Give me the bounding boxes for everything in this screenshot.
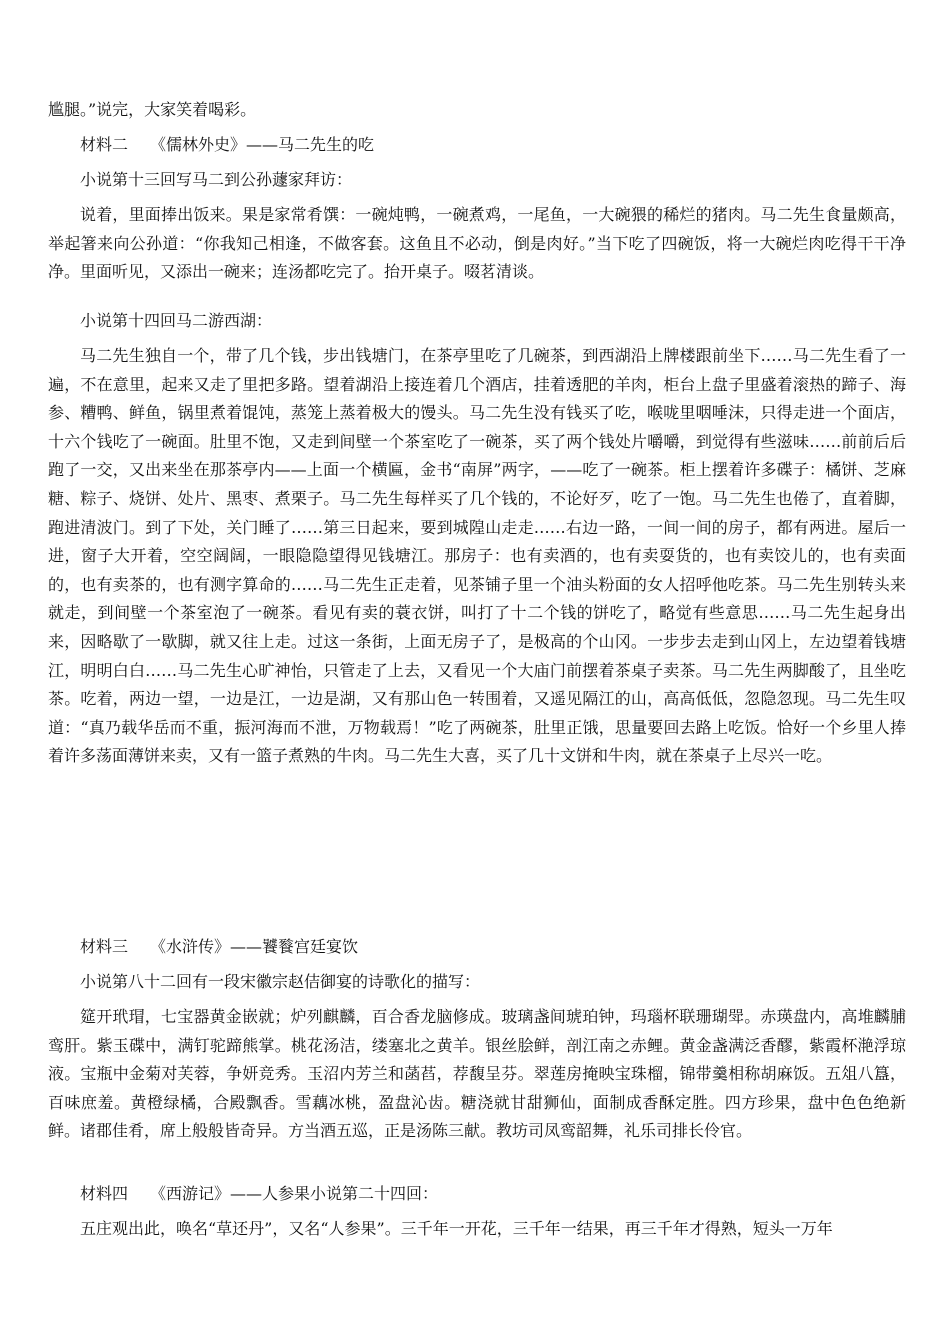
material-2-heading: [80, 131, 906, 160]
paragraph-chapter-82-text: 筵开玳瑁，七宝器黄金嵌就；炉列麒麟，百合香龙脑修成。玻璃盏间琥珀钟，玛瑙杯联珊瑚斝。赤瑛盘内，高堆麟脯鸾肝。紫玉碟中，满钉驼蹄熊掌。桃花汤洁，缕塞北之黄羊。银丝脍鲜，剖江南之赤鲤。黄金盏满泛香醪，紫霞杯滟浮琼液。宝瓶中金菊对芙蓉，争妍竞秀。玉沼内芳兰和菡萏，荐馥呈芬。翠莲房掩映宝珠榴，锦带羹相称胡麻饭。五俎八簋，百味庶羞。黄橙绿橘，合殿飘香。雪藕冰桃，盈盘沁齿。糖浇就甘甜狮仙，面制成香酥定胜。四方珍果，盘中色色绝新鲜。诸郡佳肴，席上般般皆奇异。方当酒五巡，正是汤陈三献。教坊司凤鸾韶舞，礼乐司排长伶官。: [48, 1007, 906, 1141]
paragraph-chapter-82-intro: 小说第八十二回有一段宋徽宗赵佶御宴的诗歌化的描写：: [80, 972, 481, 991]
paragraph-chapter-24-text: 五庄观出此，唤名“草还丹”，又名“人参果”。三千年一开花，三千年一结果，再三千年才得熟，短头一万年: [80, 1219, 833, 1238]
material-2-label: 材料二: [80, 135, 129, 154]
paragraph-chapter-13-text: 说着，里面捧出饭来。果是家常肴馔：一碗炖鸭，一碗煮鸡，一尾鱼，一大碗猥的稀烂的猪肉。马二先生食量颇高，举起箸来向公孙道：“你我知己相逢，不做客套。这鱼且不必动，倒是肉好。”当下吃了四碗饭，将一大碗烂肉吃得干干净净。里面听见，又添出一碗来；连汤都吃完了。抬开桌子。啜茗清谈。: [48, 205, 906, 282]
material-3-title: 《水浒传》——饕餮宫廷宴饮: [150, 937, 359, 956]
paragraph-chapter-14-intro: 小说第十四回马二游西湖：: [80, 311, 273, 330]
material-4-label: 材料四: [80, 1184, 129, 1203]
material-4-title: 《西游记》——人参果小说第二十四回：: [150, 1184, 439, 1203]
material-4-heading: [80, 1180, 906, 1209]
material-3-heading: [80, 933, 906, 962]
paragraph-chapter-14-text: 马二先生独自一个，带了几个钱，步出钱塘门，在茶亭里吃了几碗茶，到西湖沿上牌楼跟前坐下……马二先生看了一遍，不在意里，起来又走了里把多路。望着湖沿上接连着几个酒店，挂着透肥的羊肉，柜台上盘子里盛着滚热的蹄子、海参、糟鸭、鲜鱼，锅里煮着馄饨，蒸笼上蒸着极大的馒头。马二先生没有钱买了吃，喉咙里咽唾沫，只得走进一个面店，十六个钱吃了一碗面。肚里不饱，又走到间壁一个茶室吃了一碗茶，买了两个钱处片嚼嚼，到觉得有些滋味……前前后后跑了一交，又出来坐在那茶亭内——上面一个横匾，金书“南屏”两字，——吃了一碗茶。柜上摆着许多碟子：橘饼、芝麻糖、粽子、烧饼、处片、黑枣、煮栗子。马二先生每样买了几个钱的，不论好歹，吃了一饱。马二先生也倦了，直着脚，跑进清波门。到了下处，关门睡了……第三日起来，要到城隍山走走……右边一路，一间一间的房子，都有两进。屋后一进，窗子大开着，空空阔阔，一眼隐隐望得见钱塘江。那房子：也有卖酒的，也有卖耍货的，也有卖饺儿的，也有卖面的，也有卖茶的，也有测字算命的……马二先生正走着，见茶铺子里一个油头粉面的女人招呼他吃茶。马二先生别转头来就走，到间壁一个茶室泡了一碗茶。看见有卖的蓑衣饼，叫打了十二个钱的饼吃了，略觉有些意思……马二先生起身出来，因略歇了一歇脚，就又往上走。过这一条街，上面无房子了，是极高的个山冈。一步步去走到山冈上，左边望着钱塘江，明明白白……马二先生心旷神怡，只管走了上去，又看见一个大庙门前摆着茶桌子卖茶。马二先生两脚酸了，且坐吃茶。吃着，两边一望，一边是江，一边是湖，又有那山色一转围着，又遥见隔江的山，高高低低，忽隐忽现。马二先生叹道：“真乃载华岳而不重，振河海而不泄，万物载焉！”吃了两碗茶，肚里正饿，思量要回去路上吃饭。恰好一个乡里人捧着许多荡面薄饼来卖，又有一篮子煮熟的牛肉。马二先生大喜，买了几十文饼和牛肉，就在茶桌子上尽兴一吃。: [48, 346, 906, 766]
material-3-label: 材料三: [80, 937, 129, 956]
paragraph-continuation: 尴腿。”说完，大家笑着喝彩。: [48, 100, 257, 119]
paragraph-chapter-13-intro: 小说第十三回写马二到公孙蘧家拜访：: [80, 170, 353, 189]
material-2-title: 《儒林外史》——马二先生的吃: [150, 135, 375, 154]
